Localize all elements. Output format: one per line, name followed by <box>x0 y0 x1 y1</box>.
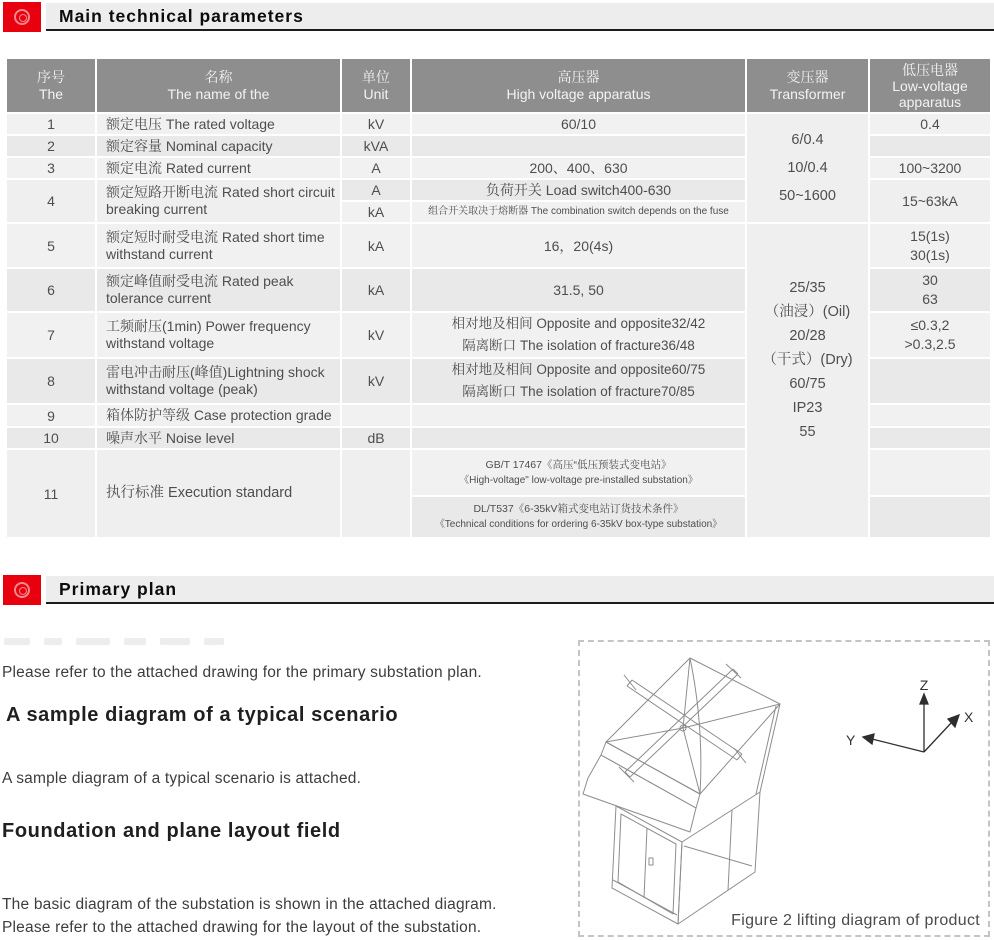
cell-name: 箱体防护等级 Case protection grade <box>96 404 341 427</box>
cell-lv: 0.4 <box>869 113 991 135</box>
figure-lifting-diagram-box <box>578 640 990 937</box>
cell-no: 6 <box>6 268 96 312</box>
faded-text-artifact <box>4 638 224 645</box>
table-row <box>6 113 991 135</box>
cell-lv <box>869 427 991 449</box>
section-title: Main technical parameters <box>59 5 304 26</box>
cell-lv <box>869 135 991 157</box>
cell-hv-standard-gb: GB/T 17467《高压“低压预装式变电站》 《High-voltage" low-voltage pre-installed substation》 <box>411 449 746 496</box>
cell-hv: 组合开关取决于熔断器 The combination switch depends on the fuse <box>411 201 746 223</box>
cell-hv: 31.5, 50 <box>411 268 746 312</box>
cell-unit <box>341 449 411 538</box>
cell-hv: 200、400、630 <box>411 157 746 179</box>
cell-lv: 30 63 <box>869 268 991 312</box>
cell-lv <box>869 496 991 538</box>
section-header-primary-plan <box>0 575 994 607</box>
table-header-row <box>6 58 991 113</box>
paragraph-sample-diagram: A sample diagram of a typical scenario is attached. <box>2 770 362 787</box>
cell-unit: kV <box>341 358 411 404</box>
cell-name: 额定电流 Rated current <box>96 157 341 179</box>
paragraph-foundation-2: Please refer to the attached drawing for the layout of the substation. <box>2 919 482 936</box>
cell-no: 8 <box>6 358 96 404</box>
cell-hv: 相对地及相间 Opposite and opposite60/75 隔离断口 The isolation of fracture70/85 <box>411 358 746 404</box>
cell-unit: kA <box>341 223 411 268</box>
cell-lv <box>869 358 991 404</box>
cell-name: 额定容量 Nominal capacity <box>96 135 341 157</box>
cell-unit: kA <box>341 201 411 223</box>
cell-no: 9 <box>6 404 96 427</box>
cell-name: 额定峰值耐受电流 Rated peak tolerance current <box>96 268 341 312</box>
cell-unit: dB <box>341 427 411 449</box>
col-header-no: 序号 The <box>6 58 96 113</box>
cell-transformer-group2: 25/35 （油浸）(Oil) 20/28 （干式）(Dry) 60/75 IP23 55 <box>746 223 869 538</box>
cell-lv: 15~63kA <box>869 179 991 223</box>
cell-no: 11 <box>6 449 96 538</box>
cell-lv: 100~3200 <box>869 157 991 179</box>
cell-lv <box>869 449 991 496</box>
cell-name: 工频耐压(1min) Power frequency withstand voltage <box>96 312 341 358</box>
cell-lv <box>869 404 991 427</box>
section-marker <box>3 575 41 605</box>
paragraph-foundation-1: The basic diagram of the substation is shown in the attached diagram. <box>2 896 497 913</box>
section-title-bar <box>46 576 994 604</box>
section-title-bar <box>46 3 994 31</box>
cell-unit: A <box>341 179 411 201</box>
cell-transformer-group1: 6/0.4 10/0.4 50~1600 <box>746 113 869 223</box>
cell-no: 5 <box>6 223 96 268</box>
cell-lv: ≤0.3,2 >0.3,2.5 <box>869 312 991 358</box>
cell-hv: 16，20(4s) <box>411 223 746 268</box>
cell-lv: 15(1s) 30(1s) <box>869 223 991 268</box>
cell-name: 额定电压 The rated voltage <box>96 113 341 135</box>
parameters-table <box>5 57 992 539</box>
figure-caption: Figure 2 lifting diagram of product <box>731 912 980 929</box>
cell-no: 7 <box>6 312 96 358</box>
cell-no: 3 <box>6 157 96 179</box>
cell-hv <box>411 404 746 427</box>
cell-unit: kV <box>341 113 411 135</box>
axis-label-z: Z <box>919 677 929 693</box>
cell-hv: 相对地及相间 Opposite and opposite32/42 隔离断口 The isolation of fracture36/48 <box>411 312 746 358</box>
section-title: Primary plan <box>59 578 178 599</box>
section-marker <box>3 2 41 32</box>
col-header-transformer: 变压器 Transformer <box>746 58 869 113</box>
cell-hv <box>411 135 746 157</box>
cell-no: 4 <box>6 179 96 223</box>
cell-hv: 60/10 <box>411 113 746 135</box>
heading-foundation-layout: Foundation and plane layout field <box>2 820 341 842</box>
table-row <box>6 223 991 268</box>
col-header-name: 名称 The name of the <box>96 58 341 113</box>
cell-unit <box>341 404 411 427</box>
cell-name: 额定短时耐受电流 Rated short time withstand current <box>96 223 341 268</box>
cell-name: 雷电冲击耐压(峰值)Lightning shock withstand voltage (peak) <box>96 358 341 404</box>
cell-unit: kA <box>341 268 411 312</box>
cell-name: 噪声水平 Noise level <box>96 427 341 449</box>
lifting-diagram-drawing <box>580 642 984 931</box>
cell-name: 执行标准 Execution standard <box>96 449 341 538</box>
cell-no: 2 <box>6 135 96 157</box>
col-header-unit: 单位 Unit <box>341 58 411 113</box>
cell-no: 1 <box>6 113 96 135</box>
cell-hv-standard-dl: DL/T537《6-35kV箱式变电站订货技术条件》 《Technical conditions for ordering 6-35kV box-type substation》 <box>411 496 746 538</box>
col-header-hv: 高压器 High voltage apparatus <box>411 58 746 113</box>
axis-label-x: X <box>964 709 974 725</box>
col-header-lv: 低压电器 Low-voltage apparatus <box>869 58 991 113</box>
target-icon <box>14 582 30 598</box>
cell-unit: A <box>341 157 411 179</box>
section-header-main <box>0 2 994 34</box>
paragraph-primary-plan: Please refer to the attached drawing for the primary substation plan. <box>2 664 482 681</box>
target-icon <box>14 9 30 25</box>
cell-hv: 负荷开关 Load switch400-630 <box>411 179 746 201</box>
cell-unit: kV <box>341 312 411 358</box>
cell-name: 额定短路开断电流 Rated short circuit breaking current <box>96 179 341 223</box>
cell-hv <box>411 427 746 449</box>
axis-label-y: Y <box>846 732 856 748</box>
cell-unit: kVA <box>341 135 411 157</box>
heading-sample-diagram: A sample diagram of a typical scenario <box>6 704 399 726</box>
cell-no: 10 <box>6 427 96 449</box>
axes-icon <box>863 694 959 752</box>
